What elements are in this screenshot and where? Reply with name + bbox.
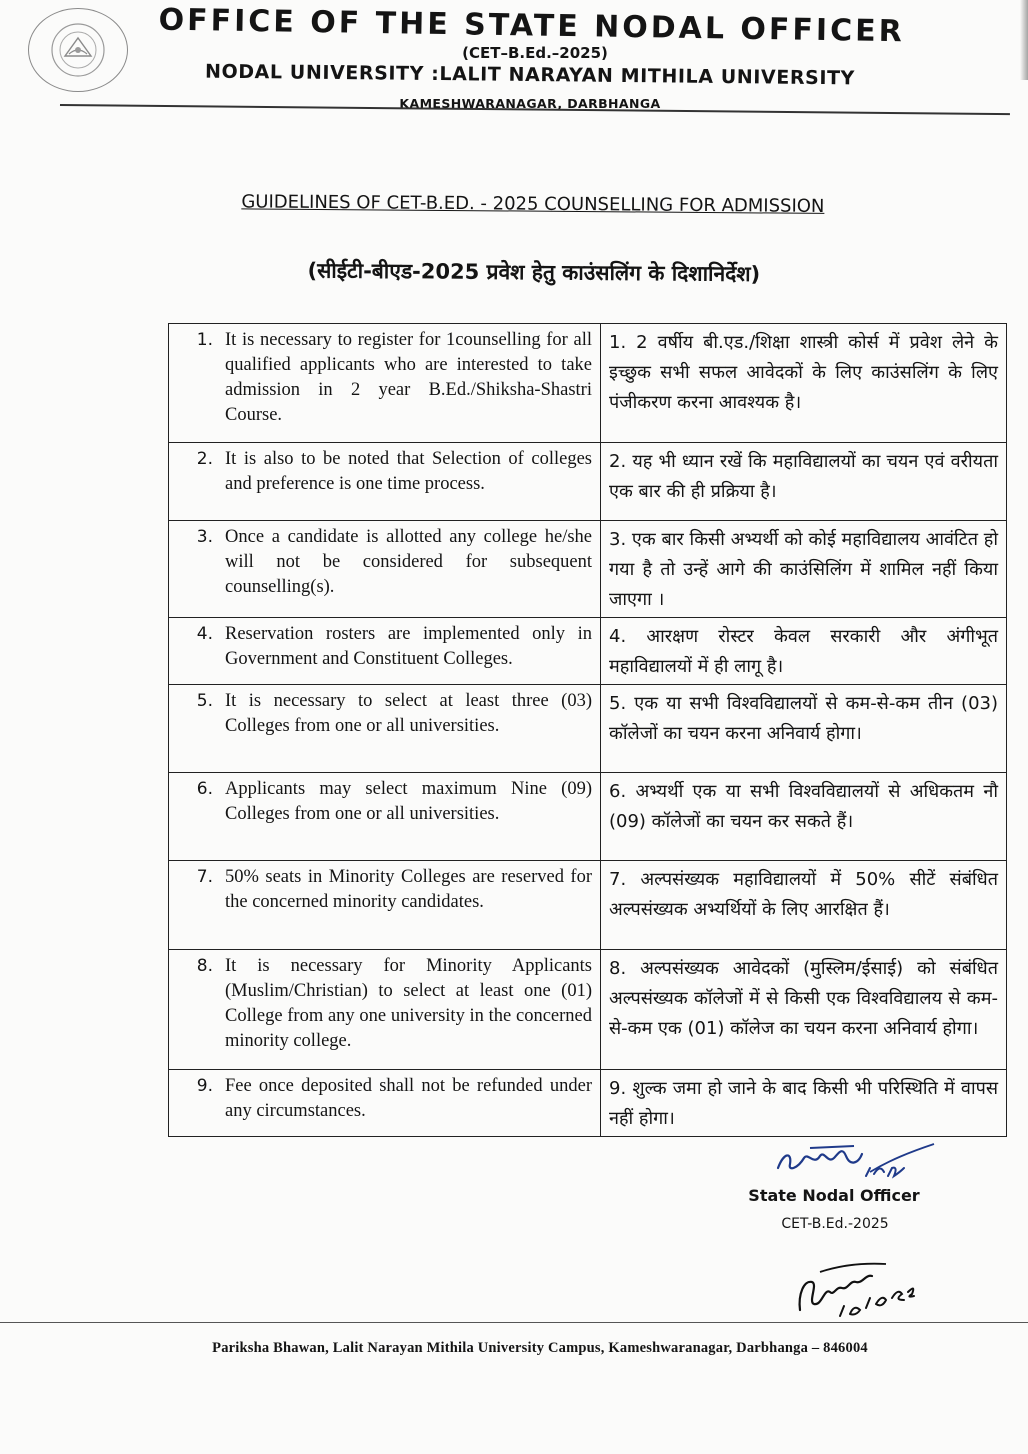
table-row [169, 861, 1007, 950]
guidelines-title: GUIDELINES OF CET-B.ED. - 2025 COUNSELLING FOR ADMISSION [241, 191, 825, 217]
officer-signature-icon [770, 1138, 940, 1188]
hindi-cell [601, 1070, 1007, 1137]
english-cell [169, 618, 601, 685]
hindi-cell [601, 950, 1007, 1070]
guideline-hindi: 9. शुल्क जमा हो जाने के बाद किसी भी परिस्थिति में वापस नहीं होगा। [609, 1078, 998, 1129]
nodal-university: NODAL UNIVERSITY :LALIT NARAYAN MITHILA UNIVERSITY [204, 60, 856, 90]
hindi-cell [601, 685, 1007, 773]
guidelines-table [168, 323, 1007, 1137]
exam-subtitle: (CET–B.Ed.–2025) [462, 44, 608, 62]
hindi-cell [601, 521, 1007, 618]
guideline-hindi: 8. अल्पसंख्यक आवेदकों (मुस्लिम/ईसाई) को संबंधित अल्पसंख्यक कॉलेजों में से किसी एक विश्वविद्यालय से कम-से-कम एक (01) कॉलेज का चयन करना अनिवार्य होगा। [609, 958, 998, 1039]
guideline-hindi: 5. एक या सभी विश्वविद्यालयों से कम-से-कम तीन (03) कॉलेजों का चयन करना अनिवार्य होगा। [609, 693, 998, 744]
row-number: 7. [196, 867, 213, 887]
guideline-hindi: 1. 2 वर्षीय बी.एड./शिक्षा शास्त्री कोर्स में प्रवेश लेने के इच्छुक सभी सफल आवेदकों के लिए काउंसलिंग के लिए पंजीकरण करना आवश्यक है। [609, 332, 998, 413]
english-cell [169, 773, 601, 861]
table-row [169, 443, 1007, 521]
signatory-title: State Nodal Officer [748, 1186, 920, 1205]
table-row [169, 521, 1007, 618]
guideline-hindi: 2. यह भी ध्यान रखें कि महाविद्यालयों का चयन एवं वरीयता एक बार की ही प्रक्रिया है। [609, 451, 998, 502]
guideline-hindi: 3. एक बार किसी अभ्यर्थी को कोई महाविद्यालय आवंटित हो गया है तो उन्हें आगे की काउंसिलिंग में शामिल नहीं किया जाएगा । [609, 529, 998, 610]
guideline-hindi: 7. अल्पसंख्यक महाविद्यालयों में 50% सीटें संबंधित अल्पसंख्यक अभ्यर्थियों के लिए आरक्षित हैं। [609, 869, 998, 920]
row-number: 6. [196, 779, 213, 799]
second-signature-icon [790, 1258, 920, 1320]
row-number: 2. [196, 449, 213, 469]
guideline-hindi: 4. आरक्षण रोस्टर केवल सरकारी और अंगीभूत महाविद्यालयों में ही लागू है। [609, 626, 998, 677]
guideline-english: Fee once deposited shall not be refunded under any circumstances. [225, 1076, 592, 1121]
guideline-english: It is necessary to register for 1counselling for all qualified applicants who are interested to take admission in 2 year B.Ed./Shiksha-Shastri Course. [225, 330, 592, 425]
row-number: 4. [196, 624, 213, 644]
footer-divider [0, 1322, 1028, 1323]
english-cell [169, 950, 601, 1070]
hindi-cell [601, 773, 1007, 861]
row-number: 5. [196, 691, 213, 711]
guideline-english: 50% seats in Minority Colleges are reserved for the concerned minority candidates. [225, 867, 592, 912]
english-cell [169, 521, 601, 618]
footer-address: Pariksha Bhawan, Lalit Narayan Mithila University Campus, Kameshwaranagar, Darbhanga – 846004 [212, 1340, 868, 1356]
table-row [169, 685, 1007, 773]
hindi-cell [601, 618, 1007, 685]
hindi-cell [601, 861, 1007, 950]
page-edge-shadow [1020, 0, 1028, 80]
row-number: 8. [196, 956, 213, 976]
guideline-english: Applicants may select maximum Nine (09) Colleges from one or all universities. [225, 779, 592, 824]
english-cell [169, 861, 601, 950]
english-cell [169, 324, 601, 443]
guideline-english: It is also to be noted that Selection of colleges and preference is one time process. [225, 449, 592, 494]
guideline-hindi: 6. अभ्यर्थी एक या सभी विश्वविद्यालयों से अधिकतम नौ (09) कॉलेजों का चयन कर सकते हैं। [609, 781, 998, 832]
table-row [169, 950, 1007, 1070]
office-title: OFFICE OF THE STATE NODAL OFFICER [158, 2, 905, 50]
office-location: KAMESHWARANAGAR, DARBHANGA [399, 96, 661, 111]
table-row [169, 324, 1007, 443]
table-row [169, 773, 1007, 861]
guidelines-title-hindi: (सीईटी-बीएड-2025 प्रवेश हेतु काउंसलिंग के दिशानिर्देश) [307, 258, 761, 287]
english-cell [169, 1070, 601, 1137]
guideline-english: It is necessary to select at least three (03) Colleges from one or all universities. [225, 691, 592, 736]
row-number: 9. [196, 1076, 213, 1096]
hindi-cell [601, 443, 1007, 521]
signatory-subtitle: CET-B.Ed.-2025 [781, 1216, 889, 1232]
row-number: 3. [196, 527, 213, 547]
guideline-english: Once a candidate is allotted any college he/she will not be considered for subsequent counselling(s). [225, 527, 592, 597]
english-cell [169, 685, 601, 773]
guideline-english: It is necessary for Minority Applicants (Muslim/Christian) to select at least one (01) College from any one university in the concerned minority college. [225, 956, 592, 1051]
english-cell [169, 443, 601, 521]
guideline-english: Reservation rosters are implemented only in Government and Constituent Colleges. [225, 624, 592, 669]
university-seal-icon [28, 8, 128, 92]
table-row [169, 618, 1007, 685]
table-row [169, 1070, 1007, 1137]
row-number: 1. [196, 330, 213, 350]
hindi-cell [601, 324, 1007, 443]
